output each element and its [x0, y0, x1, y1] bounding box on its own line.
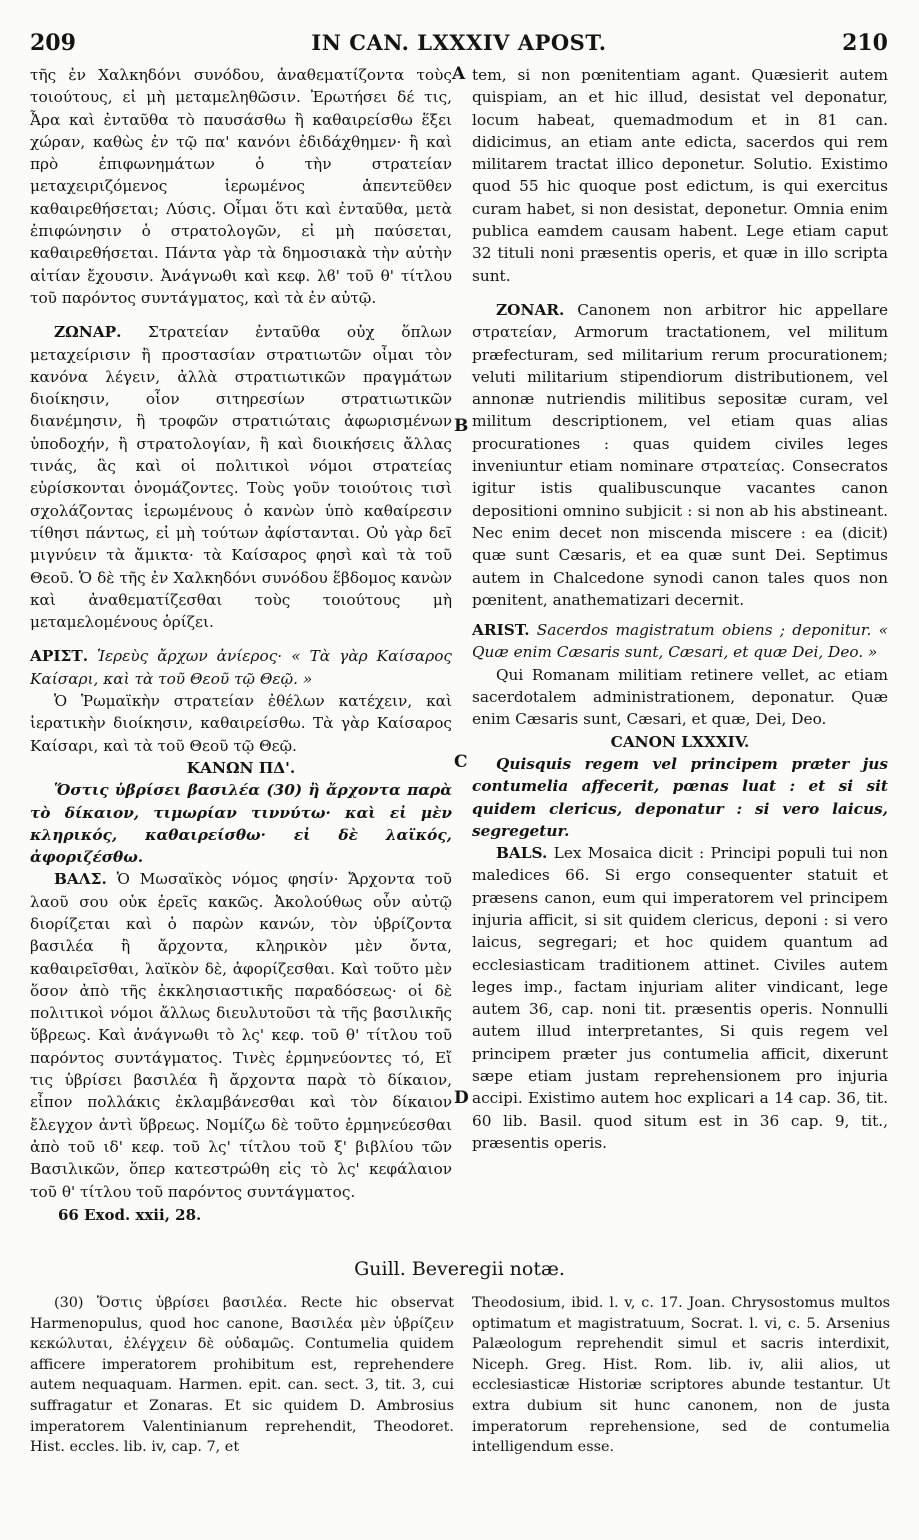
greek-canon-text: Ὅστις ὑβρίσει βασιλέα (30) ἢ ἄρχοντα παρὰ τὸ δίκαιον, τιμωρίαν τιννύτω· καὶ εἰ μὲν κληρικός, καθαιρείσθω· εἰ δὲ λαϊκός, ἀφοριζέσθω. — [30, 781, 452, 867]
latin-zonaras-text: Canonem non arbitror hic appellare στρατείαν, Armorum tractationem, vel militum præfecturam, sed militarium rerum procurationem; veluti militarium stipendiorum distributionem, vel annonæ nutriendis militibus sepositæ curam, vel militum descriptionem, vel etiam quas alias procurationes : quas quidem civiles leges inveniuntur etiam nominare στρατείας. Consecratos igitur istis qualibuscunque vacantes canon depositioni omnino subjicit : si non ab his abstineant. Nec enim decet non miscenda miscere : ea (dicit) quæ sunt Cæsaris, et ea quæ sunt Dei. Septimus autem in Chalcedone synodi canon tales quos non pœnitent, anathematizari decernit. — [472, 300, 888, 609]
margin-letter-b: B — [454, 416, 469, 436]
greek-aristenus-label: ΑΡΙΣΤ. — [30, 647, 89, 666]
greek-balsamon-label: ΒΑΛΣ. — [54, 870, 107, 889]
page-number-left: 209 — [30, 30, 76, 56]
running-title: IN CAN. LXXXIV APOST. — [311, 30, 607, 55]
latin-aristenus-commentary — [472, 619, 888, 664]
notes-left-column — [30, 1293, 454, 1458]
notes-title: Guill. Beveregii notæ. — [354, 1258, 565, 1280]
greek-aristenus-text: Ἱερεὺς ἄρχων ἀνίερος· « Τὰ γὰρ Καίσαρος Καίσαρι, καὶ τὰ τοῦ Θεοῦ τῷ Θεῷ. » — [30, 647, 452, 688]
latin-column — [472, 64, 888, 1154]
page-number-right: 210 — [842, 30, 888, 56]
latin-paragraph-1: tem, si non pœnitentiam agant. Quæsierit autem quispiam, an et hic illud, desistat vel deponatur, locum habeat, quemadmodum et in 81 can. didicimus, an etiam ante edicta, sacerdos qui rem militarem tractat illico deponetur. Solutio. Existimo quod 55 hic quoque post edictum, is qui exercitus curam habet, si non desistat, deponetur. Omnia enim publica eamdem causam habent. Lege etiam caput 32 tituli noni præsentis operis, et quæ in illo scripta sunt. — [472, 66, 888, 285]
latin-balsamon-commentary — [472, 842, 888, 1154]
greek-zonaras-text: Στρατείαν ἐνταῦθα οὐχ ὅπλων μεταχείρισιν ἢ προστασίαν στρατιωτῶν οἶμαι τὸν κανόνα λέγειν, ἀλλὰ στρατιωτικῶν πραγμάτων διοίκησιν, οἷον σιτηρεσίων στρατιωτικῶν διανέμησιν, ἢ τροφῶν στρατιώταις ἀφωρισμένων ὑποδοχήν, ἢ στρατολογίαν, ἢ καὶ διοικήσεις ἄλλας τινάς, ἃς καὶ οἱ πολιτικοὶ νόμοι στρατείας εὑρίσκονται ὀνομάζοντες. Τοὺς γοῦν τοιούτοις τισὶ σχολάζοντας ἱερωμένους ὁ κανὼν ὑπὸ καθαίρεσιν τίθησι πάντως, εἰ μὴ τούτων ἀφίστανται. Οὐ γὰρ δεῖ μιγνύειν τὰ ἄμικτα· τὰ Καίσαρος φησὶ καὶ τὰ τοῦ Θεοῦ. Ὁ δὲ τῆς ἐν Χαλκηδόνι συνόδου ἕβδομος κανὼν καὶ ἀναθεματίζεσθαι τοὺς τοιούτους μὴ μεταμελομένους ὁρίζει. — [30, 323, 452, 632]
greek-canon-title: ΚΑΝΩΝ ΠΔ'. — [186, 758, 296, 777]
greek-paragraph-1: τῆς ἐν Χαλκηδόνι συνόδου, ἀναθεματίζοντα τοὺς τοιούτους, εἰ μὴ μεταμεληθῶσιν. Ἐρωτήσει δέ τις, Ἆρα καὶ ἐνταῦθα τὸ παυσάσθω ἢ καθαιρείσθω ἕξει χώραν, καθὼς ἐν τῷ πα' κανόνι ἐδιδάχθημεν· ἢ καὶ πρὸ ἐπιφωνημάτων ὁ τὴν στρατείαν μεταχειριζόμενος ἱερωμένος ἀπεντεῦθεν καθαιρεθήσεται; Λύσις. Οἶμαι ὅτι καὶ ἐνταῦθα, μετὰ ἐπιφώνησιν ὁ στρατολογῶν, εἰ μὴ παύσεται, καθαιρεθήσεται. Πάντα γὰρ τὰ δημοσιακὰ τὴν αὐτὴν αἰτίαν ἔχουσιν. Ἀνάγνωθι καὶ κεφ. λϐ' τοῦ θ' τίτλου τοῦ παρόντος συντάγματος, καὶ τὰ ἐν αὐτῷ. — [30, 66, 452, 307]
greek-zonaras-commentary — [30, 321, 452, 633]
margin-letter-d: D — [454, 1088, 469, 1108]
latin-aristenus-paragraph-2: Qui Romanam militiam retinere vellet, ac etiam sacerdotalem administrationem, deponatur. Quæ enim Cæsaris sunt, Cæsari, et quæ, Dei, Deo. — [472, 665, 888, 729]
greek-balsamon-text: Ὁ Μωσαϊκὸς νόμος φησίν· Ἄρχοντα τοῦ λαοῦ σου οὐκ ἐρεῖς κακῶς. Ἀκολούθως οὖν αὐτῷ διορίζεται καὶ ὁ παρὼν κανών, τὸν ὑβρίζοντα βασιλέα ἢ ἄρχοντα, κληρικὸν μὲν ὄντα, καθαιρεῖσθαι, λαϊκὸν δὲ, ἀφορίζεσθαι. Καὶ τοῦτο μὲν ὅσον ἀπὸ τῆς ἐκκλησιαστικῆς παραδόσεως· οἱ δὲ πολιτικοὶ νόμοι ἄλλως διευλυτοῦσι τὰ τῆς βασιλικῆς ὕβρεως. Καὶ ἀνάγνωθι τὸ λς' κεφ. τοῦ θ' τίτλου τοῦ παρόντος συντάγματος. Τινὲς ἑρμηνεύοντες τό, Εἴ τις ὑβρίσει βασιλέα ἢ ἄρχοντα παρὰ τὸ δίκαιον, εἶπον πολλάκις ἐκλαμβάνεσθαι καὶ τὸν δίκαιον ἔλεγχον ἀντὶ ὕβρεως. Νομίζω δὲ τοῦτο ἑρμηνεύεσθαι ἀπὸ τοῦ ιδ' κεφ. τοῦ λς' τίτλου τοῦ ξ' βιβλίου τῶν Βασιλικῶν, ὅπερ κατεστρώθη εἰς τὸ λς' κεφάλαιον τοῦ θ' τίτλου τοῦ παρόντος συντάγματος. — [30, 870, 452, 1201]
greek-column — [30, 64, 452, 1203]
latin-canon-text: Quisquis regem vel principem præter jus contumelia affecerit, pœnas luat : et si sit quidem clericus, deponatur : si vero laicus, segregetur. — [472, 754, 888, 840]
footnote: 66 Exod. xxii, 28. — [58, 1206, 202, 1224]
notes-right-text: Theodosium, ibid. l. v, c. 17. Joan. Chrysostomus multos optimatum et magistratuum, Socrat. l. vi, c. 5. Arsenius Palæologum reprehendit simul et sacris interdixit, Niceph. Greg. Hist. Rom. lib. iv, alii alios, ut ecclesiasticæ Historiæ scriptores abunde testantur. Ut extra dubium sit hunc canonem, non de justa imperatorum reprehensione, sed de contumelia intelligendum esse. — [472, 1295, 890, 1456]
margin-letter-c: C — [454, 752, 468, 772]
greek-aristenus-paragraph-2: Ὁ Ῥωμαϊκὴν στρατείαν ἐθέλων κατέχειν, καὶ ἱερατικὴν διοίκησιν, καθαιρείσθω. Τὰ γὰρ Καίσαρος Καίσαρι, καὶ τὰ τοῦ Θεοῦ τῷ Θεῷ. — [30, 692, 452, 755]
notes-left-text: (30) Ὅστις ὑβρίσει βασιλέα. Recte hic observat Harmenopulus, quod hoc canone, Βασιλέα μὲν ὑβρίζειν κεκώλυται, ἐλέγχειν δὲ οὐδαμῶς. Contumelia quidem afficere imperatorem prohibitum est, reprehendere autem nequaquam. Harmen. epit. can. sect. 3, tit. 3, cui suffragatur et Zonaras. Et sic quidem D. Ambrosius imperatorem Valentinianum reprehendit, Theodoret. Hist. eccles. lib. iv, cap. 7, et — [30, 1295, 454, 1456]
greek-balsamon-commentary — [30, 868, 452, 1202]
latin-aristenus-label: ARIST. — [472, 621, 530, 640]
notes-right-column — [472, 1293, 890, 1458]
latin-aristenus-text: Sacerdos magistratum obiens ; deponitur. « Quæ enim Cæsaris sunt, Cæsari, et quæ Dei, Deo. » — [472, 621, 888, 662]
latin-zonaras-label: ZONAR. — [496, 300, 565, 319]
margin-letter-a: A — [452, 64, 466, 84]
latin-zonaras-commentary — [472, 299, 888, 611]
greek-zonaras-label: ΖΩΝΑΡ. — [54, 323, 122, 342]
running-header — [30, 30, 888, 60]
latin-balsamon-text: Lex Mosaica dicit : Principi populi tui non maledices 66. Si ergo consequenter statuit et præsens canon, eum qui imperatorem vel principem injuria afficit, si sit quidem clericus, deponi : si vero laicus, segregari; et hoc quidem quantum ad ecclesiasticam traditionem attinet. Civiles autem leges imp., factam injuriam aliter vindicant, lege autem 36, cap. noni tit. præsentis operis. Nonnulli autem illud interpretantes, Si quis regem vel principem præter jus contumelia afficit, dixerunt sæpe etiam justam reprehensionem pro injuria accipi. Existimo autem hoc explicari a 14 cap. 36, tit. 60 lib. Basil. quod situm est in 36 cap. 9, tit., præsentis operis. — [472, 844, 888, 1152]
greek-aristenus-commentary — [30, 645, 452, 690]
latin-balsamon-label: BALS. — [496, 844, 548, 863]
latin-canon-title: CANON LXXXIV. — [610, 732, 750, 751]
